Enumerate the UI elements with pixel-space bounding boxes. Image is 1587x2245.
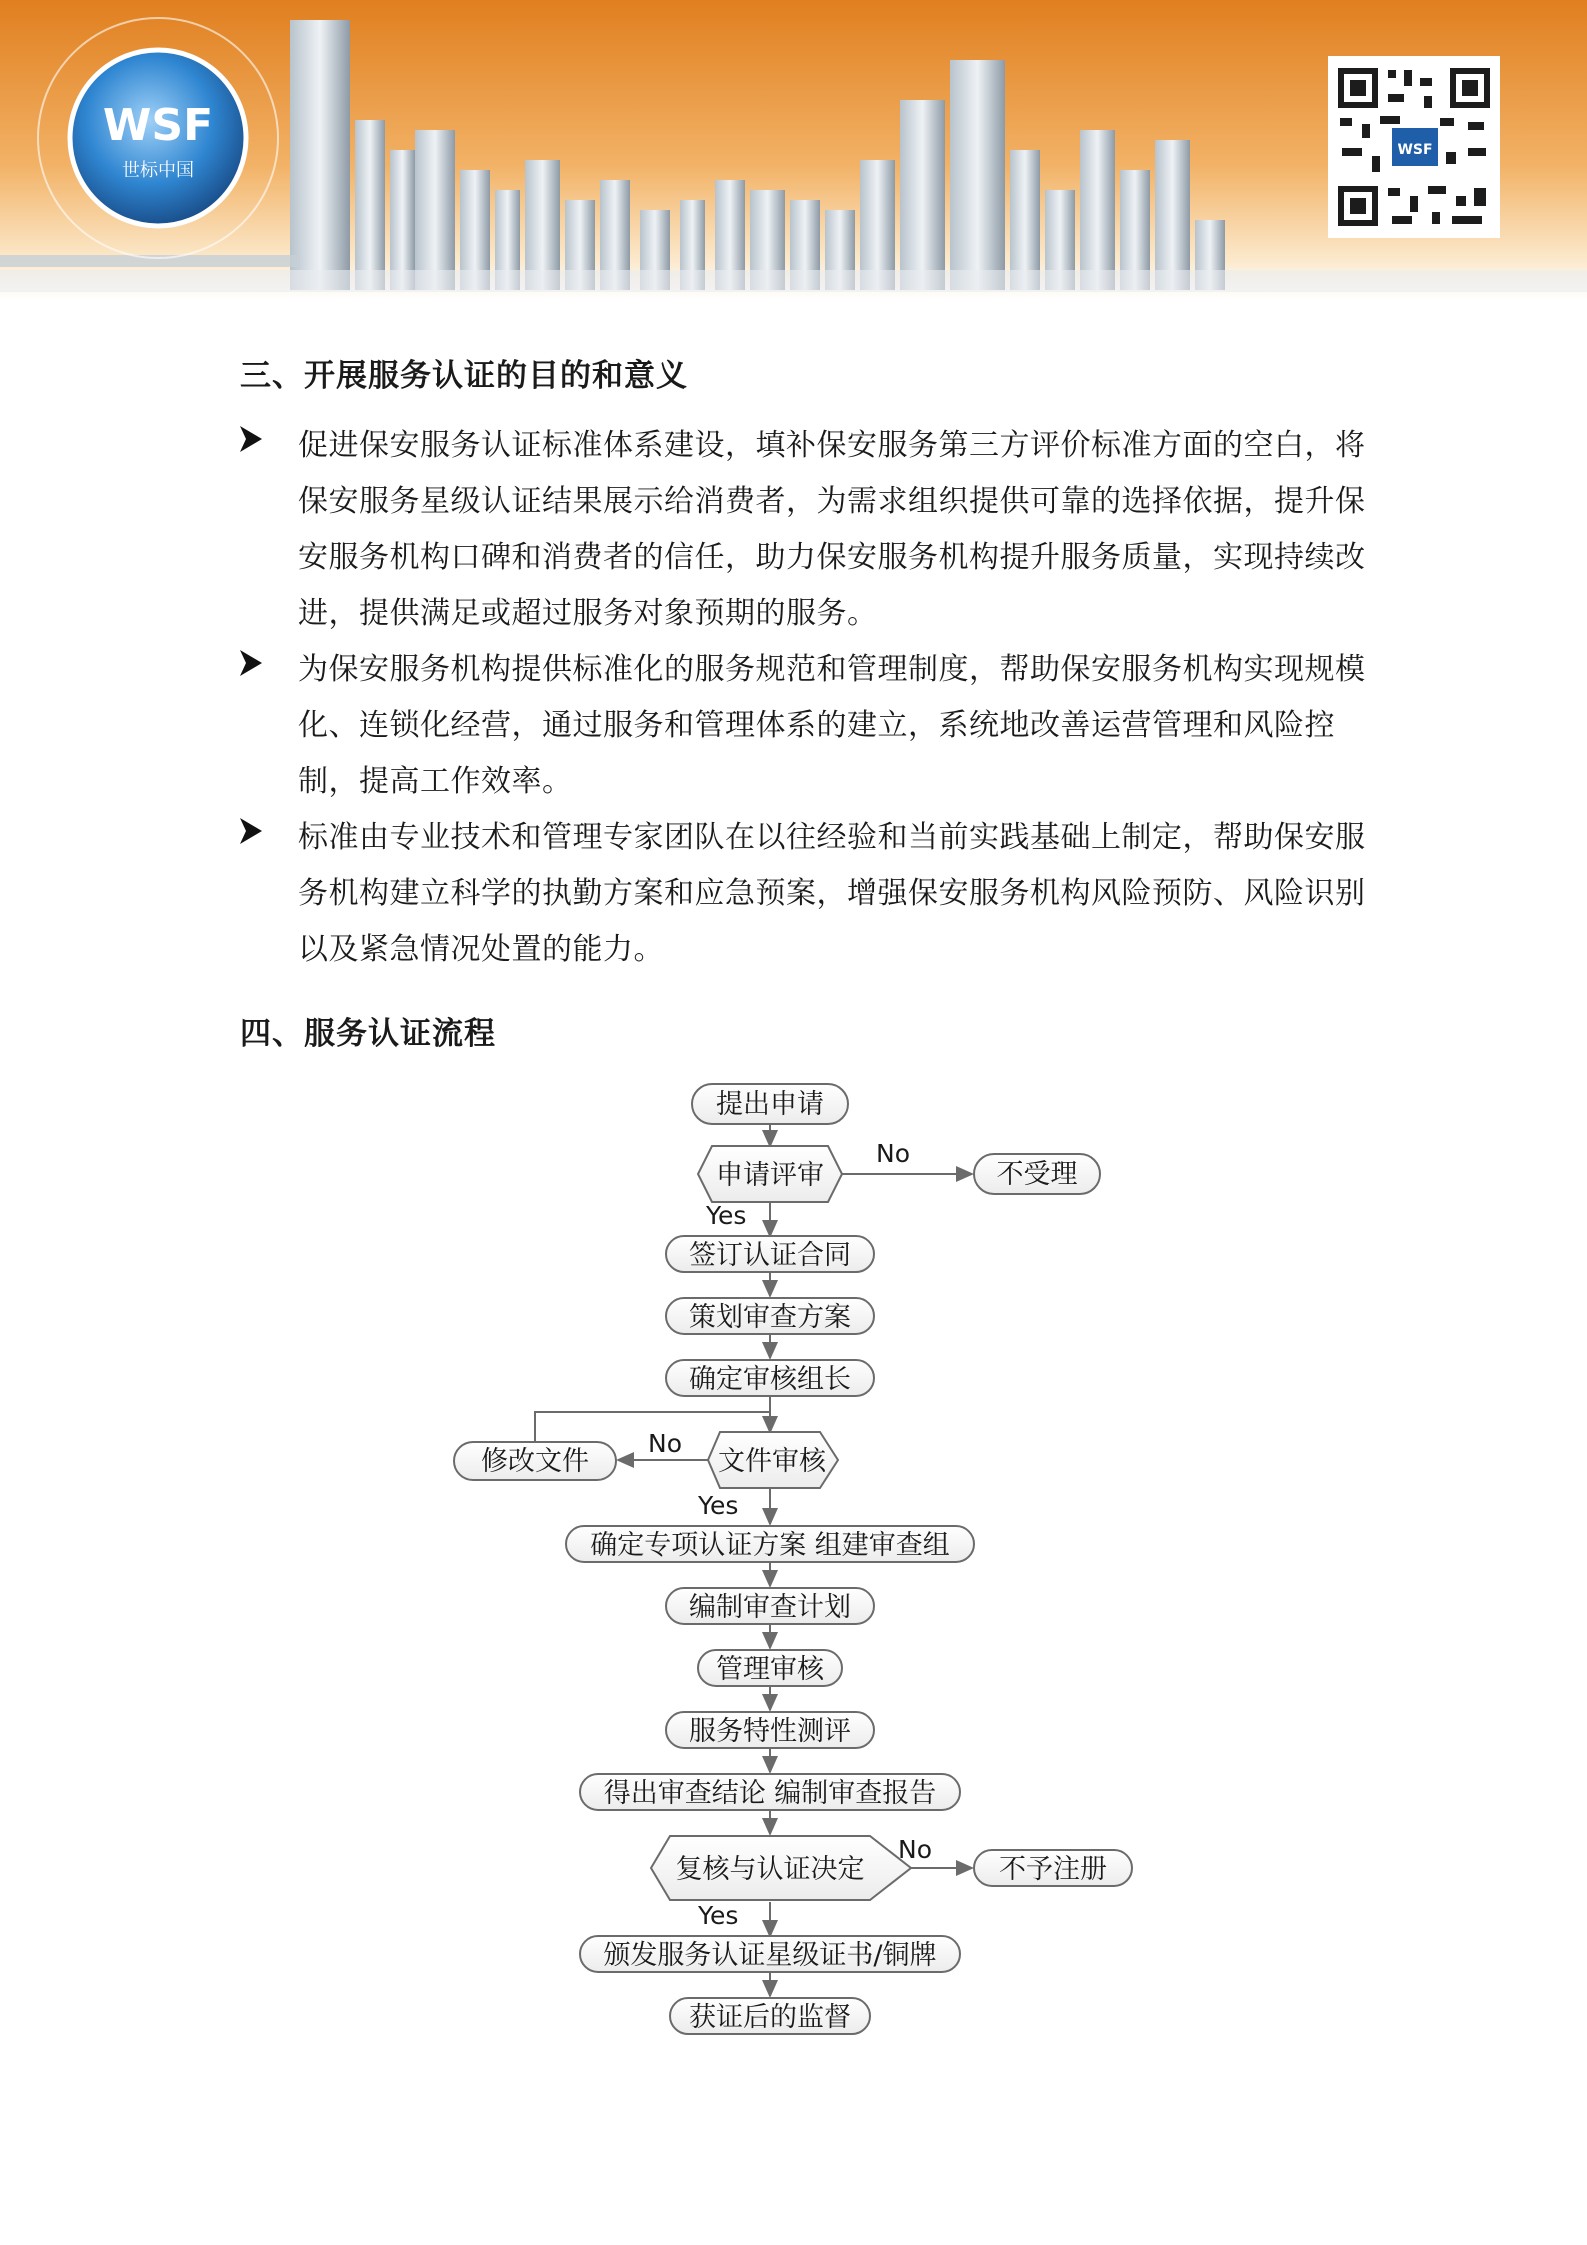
- svg-text:复核与认证决定: 复核与认证决定: [675, 1854, 865, 1885]
- label-yes-docreview: Yes: [698, 1491, 739, 1520]
- flow-step-revise: [454, 1442, 616, 1480]
- logo-text: WSF: [102, 100, 214, 151]
- flow-step-plan: [666, 1298, 874, 1334]
- flow-step-noregister: [974, 1850, 1132, 1886]
- label-no-decision: No: [898, 1835, 932, 1864]
- flow-decision-decision: [651, 1836, 911, 1900]
- section3-bullet-3: [240, 810, 1380, 978]
- section3-bullet-1: [240, 418, 1380, 642]
- flow-step-reject: [974, 1154, 1100, 1194]
- section4-title: 四、服务认证流程: [240, 1016, 496, 1052]
- svg-text:申请评审: 申请评审: [716, 1160, 824, 1191]
- bullet-text: 为保安服务机构提供标准化的服务规范和管理制度，帮助保安服务机构实现规模化、连锁化经营，通过服务和管理体系的建立，系统地改善运营管理和风险控制，提高工作效率。: [298, 652, 1366, 799]
- flow-step-mgmtaudit: [698, 1650, 842, 1686]
- bullet-text: 标准由专业技术和管理专家团队在以往经验和当前实践基础上制定，帮助保安服务机构建立科学的执勤方案和应急预案，增强保安服务机构风险预防、风险识别以及紧急情况处置的能力。: [298, 820, 1366, 967]
- flow-step-conclusion: [580, 1774, 960, 1810]
- arrow-bullet-icon: [240, 818, 262, 844]
- flow-step-contract: [666, 1236, 874, 1272]
- section3-bullet-2: [240, 642, 1380, 810]
- svg-text:提出申请: 提出申请: [716, 1089, 824, 1120]
- flow-step-auditplan: [666, 1588, 874, 1624]
- svg-text:签订认证合同: 签订认证合同: [689, 1240, 851, 1271]
- svg-text:文件审核: 文件审核: [718, 1446, 826, 1477]
- logo-subtext: 世标中国: [122, 160, 194, 181]
- svg-text:修改文件: 修改文件: [481, 1446, 589, 1477]
- svg-text:服务特性测评: 服务特性测评: [689, 1716, 851, 1747]
- svg-text:管理审核: 管理审核: [716, 1654, 824, 1685]
- flow-step-supervise: [670, 1998, 870, 2034]
- svg-text:确定专项认证方案 组建审查组: 确定专项认证方案 组建审查组: [590, 1530, 950, 1561]
- svg-text:确定审核组长: 确定审核组长: [689, 1364, 851, 1395]
- flow-step-apply: [692, 1084, 848, 1124]
- bullet-text: 促进保安服务认证标准体系建设，填补保安服务第三方评价标准方面的空白，将保安服务星级认证结果展示给消费者，为需求组织提供可靠的选择依据，提升保安服务机构口碑和消费者的信任，助力保安服务机构提升服务质量，实现持续改进，提供满足或超过服务对象预期的服务。: [298, 428, 1366, 631]
- flow-step-leader: [666, 1360, 874, 1396]
- section3-title: 三、开展服务认证的目的和意义: [240, 358, 688, 394]
- arrow-bullet-icon: [240, 650, 262, 676]
- flow-decision-docreview: [708, 1432, 838, 1488]
- qr-logo-text: WSF: [1397, 142, 1433, 158]
- flow-step-scheme: [566, 1526, 974, 1562]
- svg-text:得出审查结论 编制审查报告: 得出审查结论 编制审查报告: [603, 1778, 937, 1809]
- flow-step-issue: [580, 1936, 960, 1972]
- label-no-review: No: [876, 1139, 910, 1168]
- svg-text:不予注册: 不予注册: [999, 1854, 1107, 1885]
- flow-step-evaluate: [666, 1712, 874, 1748]
- label-yes-review: Yes: [706, 1201, 747, 1230]
- svg-text:获证后的监督: 获证后的监督: [689, 2002, 851, 2033]
- svg-text:编制审查计划: 编制审查计划: [689, 1592, 851, 1623]
- label-no-docreview: No: [648, 1429, 682, 1458]
- svg-text:策划审查方案: 策划审查方案: [689, 1302, 851, 1333]
- qr-code: [1328, 56, 1500, 238]
- flow-decision-review: [698, 1146, 842, 1202]
- certification-flowchart: [0, 1060, 1587, 2040]
- arrow-bullet-icon: [240, 426, 262, 452]
- svg-text:颁发服务认证星级证书/铜牌: 颁发服务认证星级证书/铜牌: [603, 1940, 937, 1971]
- svg-text:不受理: 不受理: [996, 1159, 1078, 1190]
- label-yes-decision: Yes: [698, 1901, 739, 1930]
